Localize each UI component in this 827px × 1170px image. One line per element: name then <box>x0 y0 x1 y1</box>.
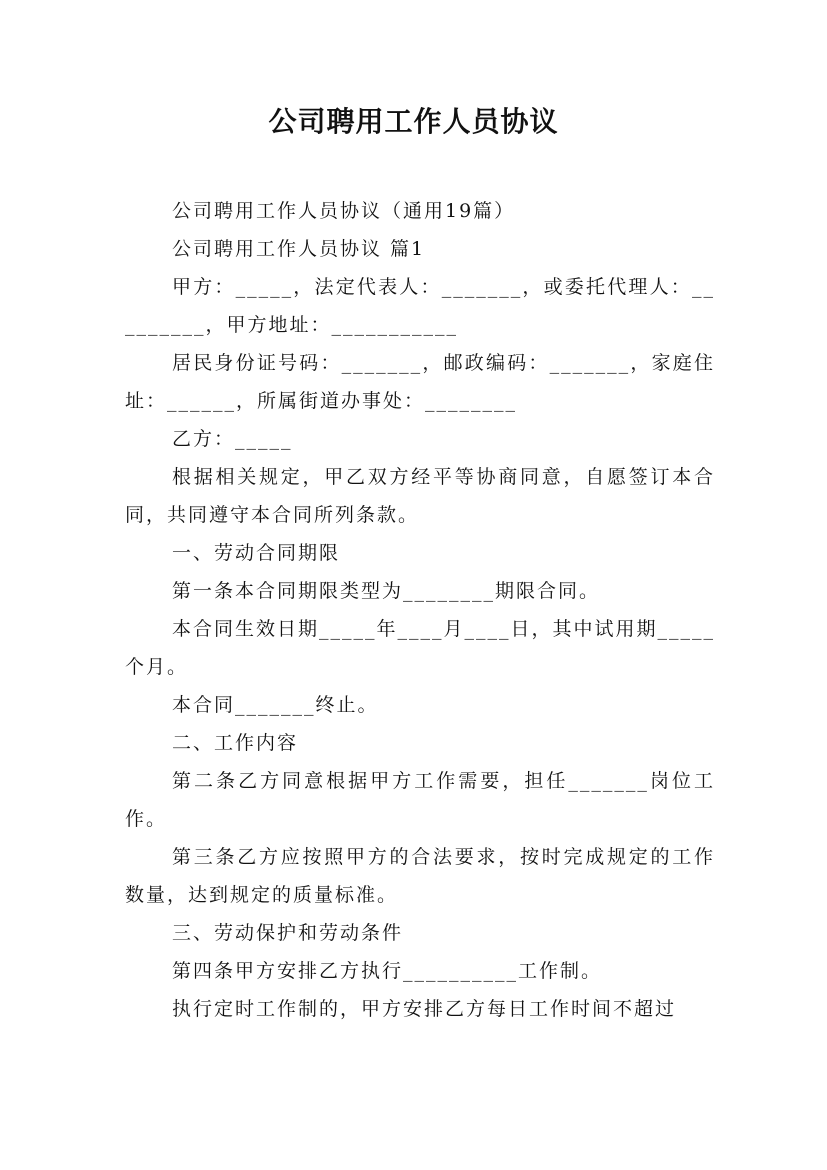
document-body <box>125 192 715 1028</box>
paragraph: 本合同_______终止。 <box>172 694 379 716</box>
paragraph: 根据相关规定，甲乙双方经平等协商同意，自愿签订本合同，共同遵守本合同所列条款。 <box>125 466 715 526</box>
paragraph: 乙方：_____ <box>172 428 293 450</box>
section-heading: 二、工作内容 <box>172 732 299 754</box>
document-title: 公司聘用工作人员协议 <box>268 105 559 138</box>
section-heading: 三、劳动保护和劳动条件 <box>172 922 404 944</box>
paragraph: 公司聘用工作人员协议（通用19篇） <box>172 200 516 222</box>
paragraph: 第四条甲方安排乙方执行__________工作制。 <box>172 960 603 982</box>
paragraph: 甲方：_____，法定代表人：_______，或委托代理人：_________，甲方地址：___________ <box>125 276 715 336</box>
paragraph: 本合同生效日期_____年____月____日，其中试用期_____个月。 <box>125 618 716 678</box>
section-heading: 一、劳动合同期限 <box>172 542 341 564</box>
paragraph: 居民身份证号码：_______，邮政编码：_______，家庭住址：______，所属街道办事处：________ <box>125 352 715 412</box>
paragraph: 执行定时工作制的，甲方安排乙方每日工作时间不超过 <box>172 998 677 1020</box>
paragraph: 第二条乙方同意根据甲方工作需要，担任_______岗位工作。 <box>125 770 715 830</box>
paragraph: 公司聘用工作人员协议 篇1 <box>172 238 426 260</box>
paragraph: 第一条本合同期限类型为________期限合同。 <box>172 580 601 602</box>
paragraph: 第三条乙方应按照甲方的合法要求，按时完成规定的工作数量，达到规定的质量标准。 <box>125 846 715 906</box>
